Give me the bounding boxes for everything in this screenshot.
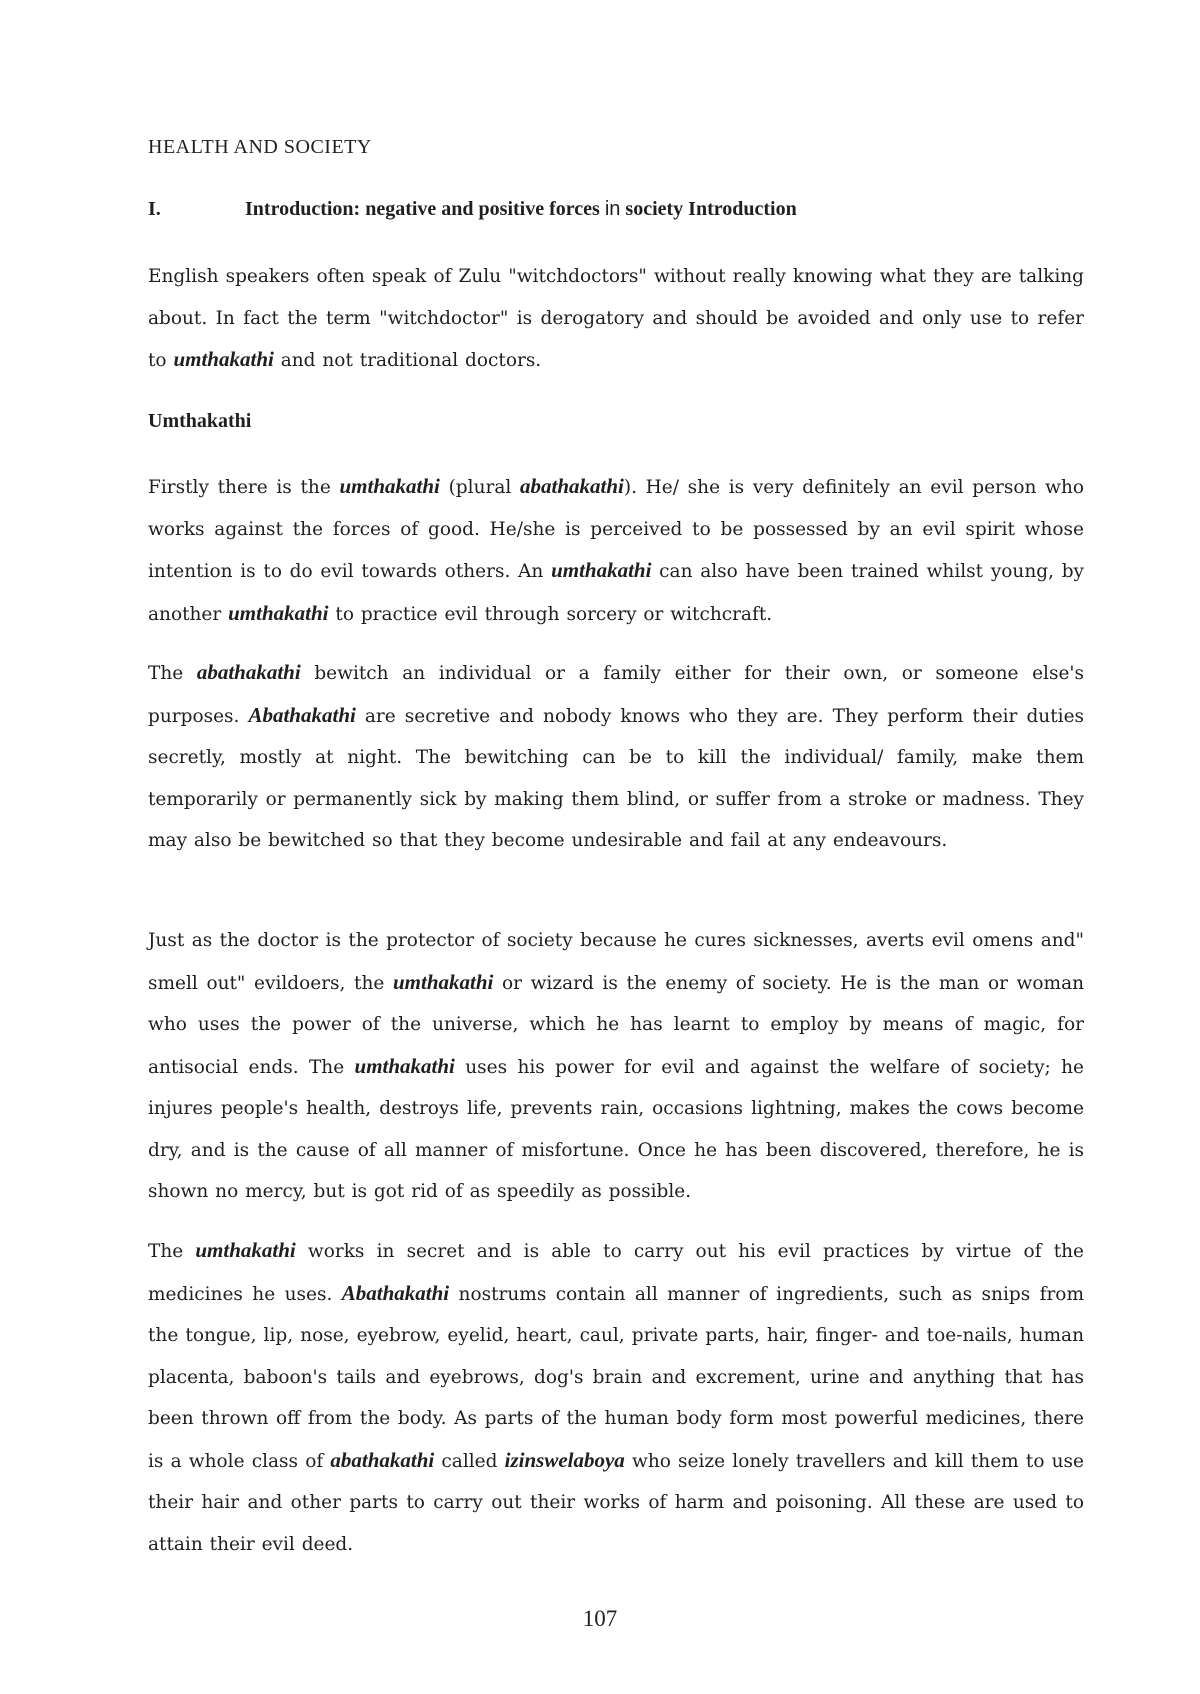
zulu-term: umthakathi	[173, 347, 274, 371]
paragraph-text: The	[148, 1241, 196, 1262]
paragraph-text: ). He/ she is very definitely an evil person who works against the forces of good. He/she is perceived to be possessed by an evil spirit whose intention is to do evil towards others. An	[148, 477, 1084, 582]
zulu-term: umthakathi	[392, 969, 494, 994]
paragraph	[148, 1230, 1084, 1565]
subheading: Umthakathi	[148, 410, 252, 432]
paragraph-text: (plural	[439, 477, 520, 498]
paragraph-text: can also have been trained whilst young, by another	[148, 561, 1084, 625]
page-number: 107	[582, 1606, 618, 1631]
paragraph-text: The	[148, 663, 197, 684]
paragraph-text: or wizard is the enemy of society. He is the man or woman who uses the power of the universe, which he has learnt to employ by means of magic, for antisocial ends. The	[148, 972, 1085, 1078]
paragraph-text: and not traditional doctors.	[273, 350, 542, 371]
zulu-term: umthakathi	[354, 1053, 455, 1078]
paragraph	[148, 920, 1084, 1213]
paragraph	[148, 652, 1084, 862]
paragraph-text: nostrums contain all manner of ingredients, such as snips from the tongue, lip, nose, eyebrow, eyelid, heart, caul, private parts, hair, finger- and toe-nails, human placenta, baboon's tails and eyebrows, dog's brain and excrement, urine and anything that has been thrown off from the body. As parts of the human body form most powerful medicines, there is a whole class of	[148, 1283, 1084, 1472]
zulu-term: umthakathi	[551, 558, 652, 582]
zulu-term: abathakathi	[196, 660, 301, 684]
paragraph	[148, 256, 1084, 382]
zulu-term: Abathakathi	[341, 1280, 450, 1305]
paragraph-text: works in secret and is able to carry out his evil practices by virtue of the medicines he uses.	[148, 1241, 1084, 1305]
zulu-term: abathakathi	[330, 1447, 435, 1472]
zulu-term: umthakathi	[339, 474, 440, 498]
paragraph-text: bewitch an individual or a family either for their own, or someone else's purposes.	[148, 663, 1084, 727]
paragraph-text: Just as the doctor is the protector of society because he cures sicknesses, averts evil omens and" smell out" evildoers, the	[148, 930, 1084, 994]
zulu-term: Abathakathi	[248, 702, 356, 727]
zulu-term: umthakathi	[228, 600, 329, 625]
paragraph-text: English speakers often speak of Zulu "witchdoctors" without really knowing what they are talking about. In fact the term "witchdoctor" is derogatory and should be avoided and only use to refer to	[148, 266, 1084, 371]
zulu-term: umthakathi	[195, 1238, 296, 1262]
section-title-part: Introduction: negative and positive forces	[245, 198, 605, 220]
section-title-part: society Introduction	[620, 198, 797, 220]
paragraph-text: who seize lonely travellers and kill them to use their hair and other parts to carry out their works of harm and poisoning. All these are used to attain their evil deed.	[148, 1450, 1084, 1555]
section-title	[245, 198, 797, 221]
paragraph	[148, 466, 1084, 635]
zulu-term: abathakathi	[519, 474, 624, 498]
paragraph-text: to practice evil through sorcery or witchcraft.	[328, 603, 773, 625]
section-number: I.	[148, 198, 161, 220]
section-title-part: in	[604, 198, 621, 220]
paragraph-text: uses his power for evil and against the welfare of society; he injures people's health, destroys life, prevents rain, occasions lightning, makes the cows become dry, and is the cause of all manner of misfortune. Once he has been discovered, therefore, he is shown no mercy, but is got rid of as speedily as possible.	[148, 1056, 1084, 1202]
paragraph-text: Firstly there is the	[148, 477, 340, 498]
zulu-term: izinswelaboya	[504, 1447, 625, 1472]
paragraph-text: called	[434, 1450, 505, 1472]
paragraph-text: are secretive and nobody knows who they are. They perform their duties secretly, mostly at night. The bewitching can be to kill the individual/ family, make them temporarily or permanently sick by making them blind, or suffer from a stroke or madness. They may also be bewitched so that they become undesirable and fail at any endeavours.	[148, 705, 1085, 851]
document-heading: HEALTH AND SOCIETY	[148, 136, 372, 158]
